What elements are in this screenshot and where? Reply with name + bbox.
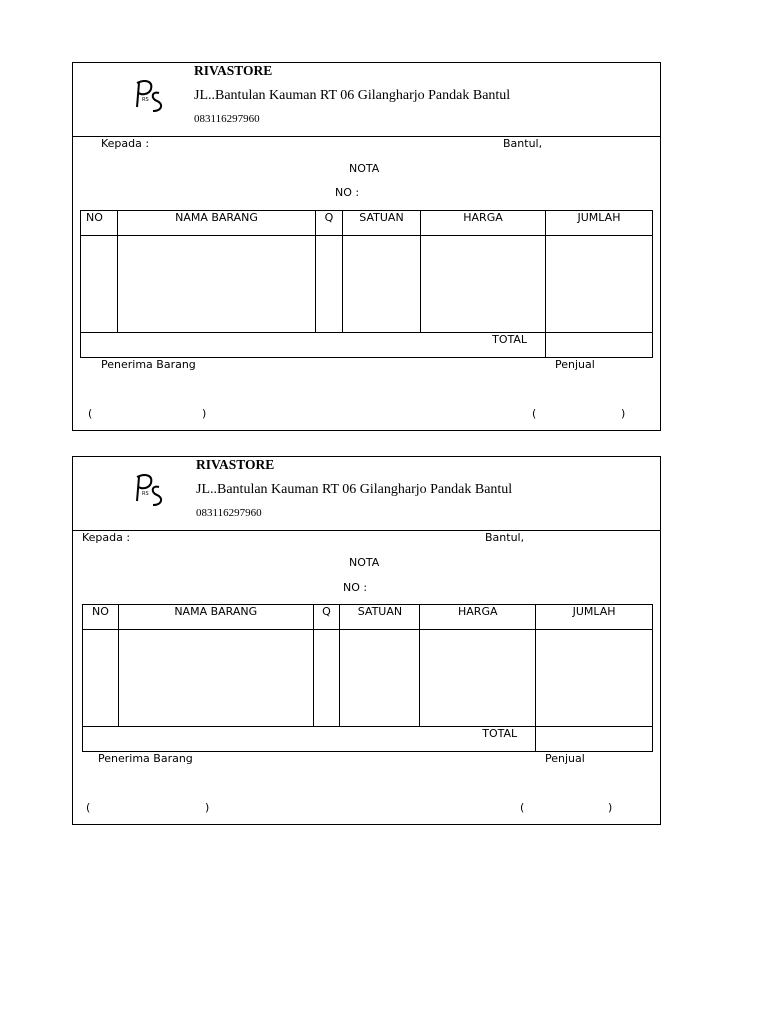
receiver-label: Penerima Barang xyxy=(101,358,196,371)
total-row xyxy=(81,333,653,358)
store-logo-icon xyxy=(131,77,171,117)
cell-satuan[interactable] xyxy=(343,236,421,333)
table-header-row xyxy=(83,605,653,630)
store-name: RIVASTORE xyxy=(196,457,275,472)
column-header-harga: HARGA xyxy=(420,605,536,630)
column-header-nama-barang: NAMA BARANG xyxy=(118,605,313,630)
column-header-nama-barang: NAMA BARANG xyxy=(118,211,316,236)
header-divider xyxy=(73,530,660,531)
nota-number-label: NO : xyxy=(335,186,360,199)
seller-sign-open: ( xyxy=(520,801,525,814)
store-phone: 083116297960 xyxy=(196,507,262,519)
seller-label: Penjual xyxy=(555,358,595,371)
column-header-no: NO xyxy=(81,211,118,236)
column-header-no: NO xyxy=(83,605,119,630)
seller-sign-open: ( xyxy=(532,407,537,420)
kepada-label: Kepada : xyxy=(82,531,131,544)
nota-title: NOTA xyxy=(349,556,380,569)
receiver-label: Penerima Barang xyxy=(98,752,193,765)
total-label: TOTAL xyxy=(81,333,546,358)
table-header-row xyxy=(81,211,653,236)
cell-harga[interactable] xyxy=(421,236,546,333)
store-name: RIVASTORE xyxy=(194,63,273,78)
nota-number-label: NO : xyxy=(343,581,368,594)
receiver-sign-open: ( xyxy=(86,801,91,814)
items-table xyxy=(80,210,653,358)
cell-no[interactable] xyxy=(83,630,119,727)
receiver-sign-close: ) xyxy=(205,801,210,814)
column-header-jumlah: JUMLAH xyxy=(546,211,653,236)
column-header-q: Q xyxy=(316,211,343,236)
column-header-harga: HARGA xyxy=(421,211,546,236)
cell-jumlah[interactable] xyxy=(546,236,653,333)
seller-label: Penjual xyxy=(545,752,585,765)
cell-nama-barang[interactable] xyxy=(118,236,316,333)
column-header-q: Q xyxy=(313,605,340,630)
table-row xyxy=(83,630,653,727)
total-value-cell[interactable] xyxy=(536,727,653,752)
cell-satuan[interactable] xyxy=(340,630,420,727)
nota-title: NOTA xyxy=(349,162,380,175)
header-divider xyxy=(73,136,660,137)
bantul-label: Bantul, xyxy=(503,137,543,150)
total-label: TOTAL xyxy=(83,727,536,752)
cell-q[interactable] xyxy=(313,630,340,727)
kepada-label: Kepada : xyxy=(101,137,150,150)
logo-lettering: RS xyxy=(142,97,149,103)
total-row xyxy=(83,727,653,752)
cell-jumlah[interactable] xyxy=(536,630,653,727)
cell-q[interactable] xyxy=(316,236,343,333)
column-header-jumlah: JUMLAH xyxy=(536,605,653,630)
cell-no[interactable] xyxy=(81,236,118,333)
nota-form-2 xyxy=(72,456,661,825)
logo-lettering: RS xyxy=(142,491,149,497)
items-table xyxy=(82,604,653,752)
store-phone: 083116297960 xyxy=(194,113,260,125)
nota-form-1 xyxy=(72,62,661,431)
receiver-sign-close: ) xyxy=(202,407,207,420)
column-header-satuan: SATUAN xyxy=(340,605,420,630)
receiver-sign-open: ( xyxy=(88,407,93,420)
table-row xyxy=(81,236,653,333)
seller-sign-close: ) xyxy=(621,407,626,420)
store-address: JL..Bantulan Kauman RT 06 Gilangharjo Pandak Bantul xyxy=(196,482,513,497)
store-address: JL..Bantulan Kauman RT 06 Gilangharjo Pandak Bantul xyxy=(194,88,511,103)
store-logo-icon xyxy=(131,471,171,511)
column-header-satuan: SATUAN xyxy=(343,211,421,236)
cell-harga[interactable] xyxy=(420,630,536,727)
seller-sign-close: ) xyxy=(608,801,613,814)
cell-nama-barang[interactable] xyxy=(118,630,313,727)
total-value-cell[interactable] xyxy=(546,333,653,358)
bantul-label: Bantul, xyxy=(485,531,525,544)
